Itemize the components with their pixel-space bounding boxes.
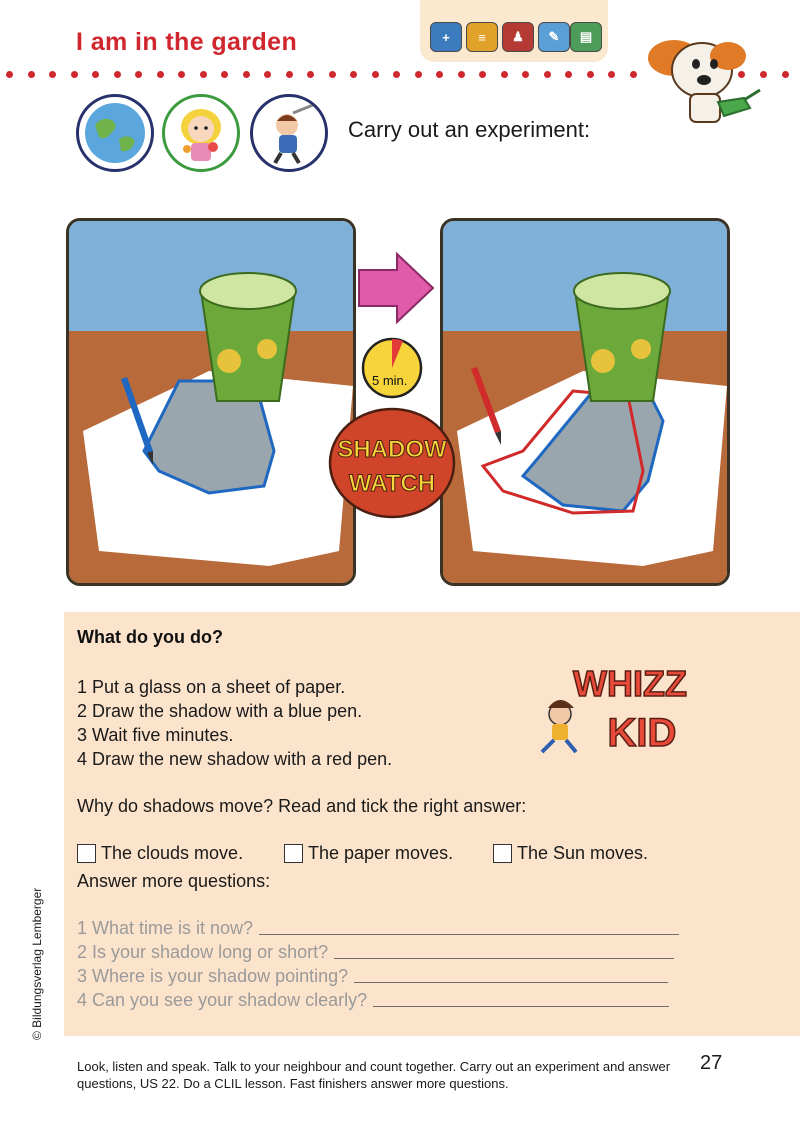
divider-dot xyxy=(28,71,35,78)
arrow-right-icon xyxy=(355,250,437,326)
tasks-heading: What do you do? xyxy=(77,627,223,647)
option-sun-checkbox[interactable] xyxy=(493,844,512,863)
divider-dot xyxy=(436,71,443,78)
option-sun[interactable] xyxy=(493,843,648,864)
why-question: Why do shadows move? Read and tick the right answer: xyxy=(77,796,527,816)
divider-dot xyxy=(157,71,164,78)
divider-dot xyxy=(587,71,594,78)
option-clouds-label: The clouds move. xyxy=(101,843,244,863)
more-question-1 xyxy=(77,918,679,939)
divider-dot xyxy=(114,71,121,78)
divider-dot xyxy=(49,71,56,78)
dog-mascot-icon xyxy=(632,28,772,128)
option-clouds[interactable] xyxy=(77,843,243,864)
copyright-notice: © Bildungsverlag Lemberger xyxy=(30,887,44,1040)
badge-line-1: SHADOW xyxy=(337,436,447,463)
option-paper-label: The paper moves. xyxy=(308,843,454,863)
list-icon: ≡ xyxy=(466,22,498,52)
answer-line-3[interactable] xyxy=(354,981,668,983)
step-3: 3 Wait five minutes. xyxy=(77,725,234,745)
skill-icons-tab xyxy=(420,0,608,62)
option-clouds-checkbox[interactable] xyxy=(77,844,96,863)
timer-clock-icon xyxy=(360,336,424,400)
shadow-before-illustration xyxy=(66,218,356,586)
teacher-note: Look, listen and speak. Talk to your neighbour and count together. Carry out an experiment and answer questions, US 22. Do a CLIL lesson. Fast finishers answer more questions. xyxy=(77,1059,671,1091)
divider-dot xyxy=(221,71,228,78)
more-question-2 xyxy=(77,942,674,963)
more-question-4 xyxy=(77,990,669,1011)
option-paper[interactable] xyxy=(284,843,453,864)
divider-dot xyxy=(92,71,99,78)
experiment-instruction: Carry out an experiment: xyxy=(348,117,591,142)
divider-dot xyxy=(565,71,572,78)
option-paper-checkbox[interactable] xyxy=(284,844,303,863)
girl-with-flowers-icon xyxy=(162,94,240,172)
page-title: I am in the garden xyxy=(76,28,298,56)
option-sun-label: The Sun moves. xyxy=(517,843,649,863)
book-icon: ▤ xyxy=(570,22,602,52)
divider-dot xyxy=(264,71,271,78)
badge-line-2: WATCH xyxy=(348,470,436,497)
divider-dot xyxy=(782,71,789,78)
boy-climbing-icon xyxy=(250,94,328,172)
logo-line-1: WHIZZ xyxy=(573,663,687,704)
more-question-2-text: 2 Is your shadow long or short? xyxy=(77,942,329,962)
divider-dot xyxy=(393,71,400,78)
experiment-icon: ✎ xyxy=(538,22,570,52)
divider-dot xyxy=(71,71,78,78)
whizz-kid-logo xyxy=(522,652,702,762)
divider-dot xyxy=(307,71,314,78)
more-questions-heading: Answer more questions: xyxy=(77,871,271,891)
answer-line-2[interactable] xyxy=(334,957,674,959)
divider-dot xyxy=(544,71,551,78)
step-2: 2 Draw the shadow with a blue pen. xyxy=(77,701,363,721)
divider-dot xyxy=(178,71,185,78)
page-number: 27 xyxy=(700,1052,723,1074)
more-question-1-text: 1 What time is it now? xyxy=(77,918,254,938)
plus-icon: + xyxy=(430,22,462,52)
divider-dot xyxy=(329,71,336,78)
divider-dot xyxy=(6,71,13,78)
step-4: 4 Draw the new shadow with a red pen. xyxy=(77,749,393,769)
logo-line-2: KID xyxy=(607,711,677,755)
divider-dot xyxy=(200,71,207,78)
divider-dot xyxy=(458,71,465,78)
step-1: 1 Put a glass on a sheet of paper. xyxy=(77,677,346,697)
divider-dot xyxy=(135,71,142,78)
answer-line-4[interactable] xyxy=(373,1005,669,1007)
shadow-after-illustration xyxy=(440,218,730,586)
divider-dot xyxy=(243,71,250,78)
divider-dot xyxy=(286,71,293,78)
answer-line-1[interactable] xyxy=(259,933,679,935)
more-question-3-text: 3 Where is your shadow pointing? xyxy=(77,966,349,986)
divider-dot xyxy=(350,71,357,78)
divider-dot xyxy=(608,71,615,78)
timer-label: 5 min. xyxy=(372,373,408,388)
earth-globe-icon xyxy=(76,94,154,172)
divider-dot xyxy=(415,71,422,78)
divider-dot xyxy=(372,71,379,78)
more-question-3 xyxy=(77,966,668,987)
divider-dot xyxy=(479,71,486,78)
divider-dot xyxy=(501,71,508,78)
divider-dot xyxy=(522,71,529,78)
people-icon: ♟ xyxy=(502,22,534,52)
shadow-watch-badge xyxy=(326,405,458,521)
more-question-4-text: 4 Can you see your shadow clearly? xyxy=(77,990,368,1010)
